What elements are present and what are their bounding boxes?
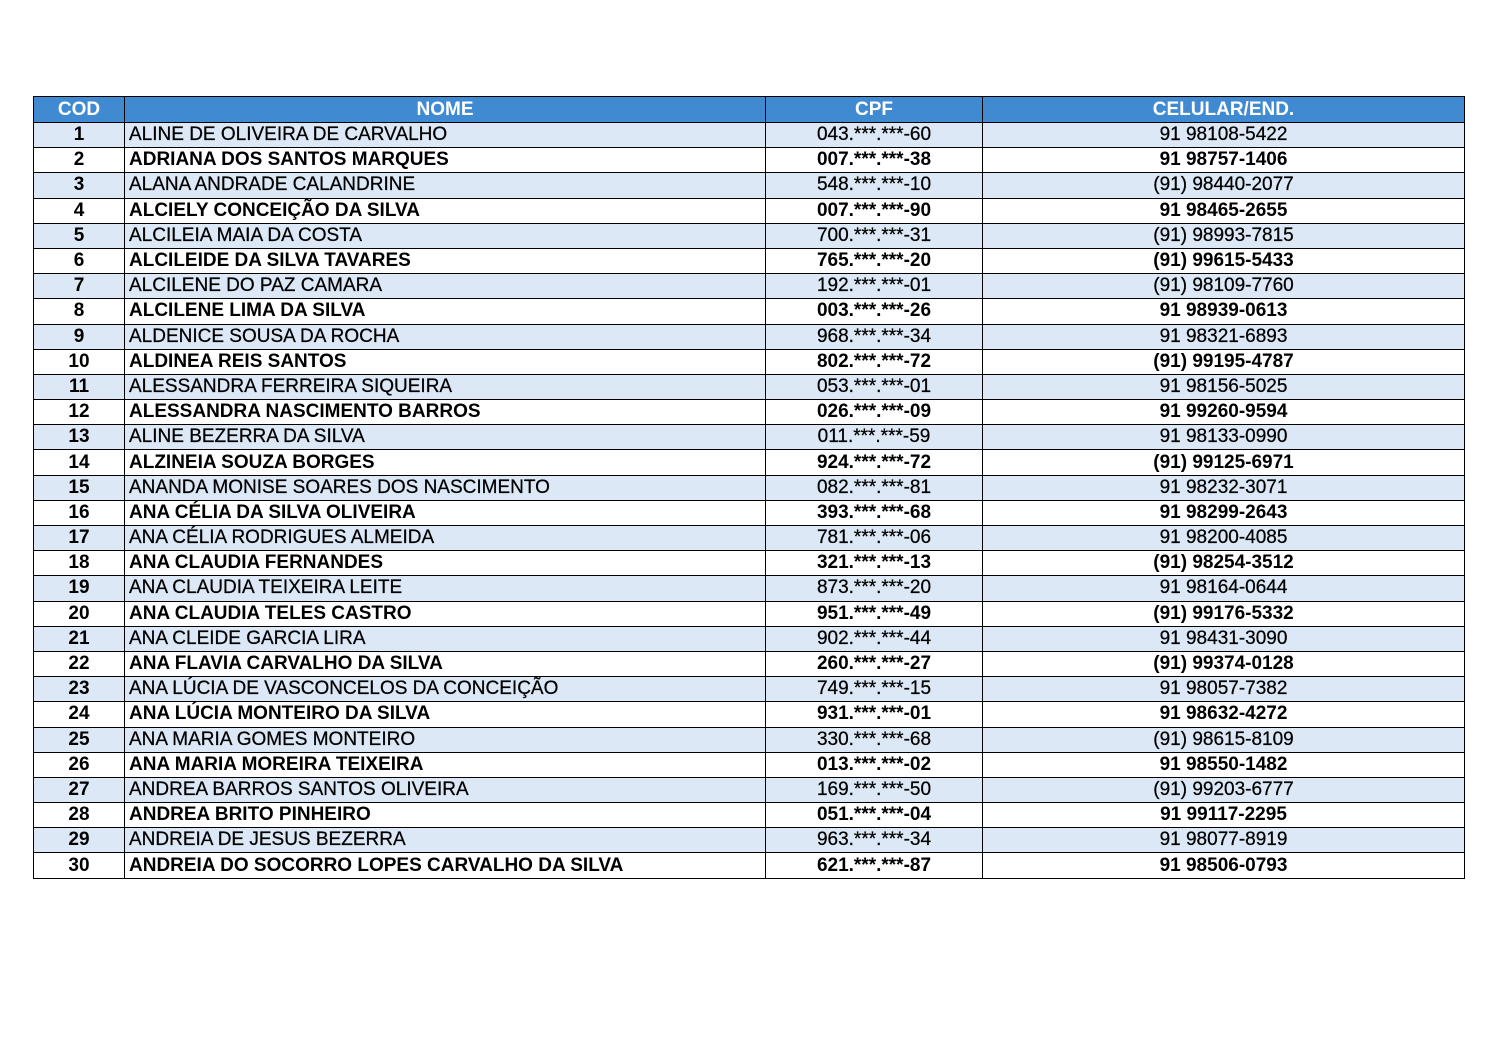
cod-cell: 14 bbox=[34, 450, 125, 475]
table-row bbox=[34, 702, 1465, 727]
header-cod: COD bbox=[34, 97, 125, 123]
celular-cell: 91 99117-2295 bbox=[983, 803, 1465, 828]
nome-cell: ANA MARIA GOMES MONTEIRO bbox=[125, 727, 766, 752]
cod-cell: 12 bbox=[34, 400, 125, 425]
nome-cell: ANDREA BRITO PINHEIRO bbox=[125, 803, 766, 828]
cpf-cell: 011.***.***-59 bbox=[766, 425, 983, 450]
cod-cell: 11 bbox=[34, 374, 125, 399]
celular-cell: 91 98164-0644 bbox=[983, 576, 1465, 601]
table-row bbox=[34, 198, 1465, 223]
celular-cell: 91 98632-4272 bbox=[983, 702, 1465, 727]
table-row bbox=[34, 727, 1465, 752]
nome-cell: ANA LÚCIA MONTEIRO DA SILVA bbox=[125, 702, 766, 727]
nome-cell: ADRIANA DOS SANTOS MARQUES bbox=[125, 148, 766, 173]
table-row bbox=[34, 123, 1465, 148]
cpf-cell: 968.***.***-34 bbox=[766, 324, 983, 349]
cod-cell: 7 bbox=[34, 274, 125, 299]
celular-cell: 91 98200-4085 bbox=[983, 526, 1465, 551]
header-cpf: CPF bbox=[766, 97, 983, 123]
nome-cell: ANA CÉLIA RODRIGUES ALMEIDA bbox=[125, 526, 766, 551]
cpf-cell: 951.***.***-49 bbox=[766, 601, 983, 626]
celular-cell: (91) 98440-2077 bbox=[983, 173, 1465, 198]
cpf-cell: 082.***.***-81 bbox=[766, 475, 983, 500]
cod-cell: 15 bbox=[34, 475, 125, 500]
nome-cell: ANA CLAUDIA TEIXEIRA LEITE bbox=[125, 576, 766, 601]
table-row bbox=[34, 248, 1465, 273]
nome-cell: ALCIELY CONCEIÇÃO DA SILVA bbox=[125, 198, 766, 223]
cod-cell: 21 bbox=[34, 626, 125, 651]
cod-cell: 10 bbox=[34, 349, 125, 374]
table-row bbox=[34, 576, 1465, 601]
cpf-cell: 169.***.***-50 bbox=[766, 777, 983, 802]
nome-cell: ANA MARIA MOREIRA TEIXEIRA bbox=[125, 752, 766, 777]
table-row bbox=[34, 349, 1465, 374]
nome-cell: ALDENICE SOUSA DA ROCHA bbox=[125, 324, 766, 349]
cpf-cell: 765.***.***-20 bbox=[766, 248, 983, 273]
table-row bbox=[34, 752, 1465, 777]
nome-cell: ALINE DE OLIVEIRA DE CARVALHO bbox=[125, 123, 766, 148]
cpf-cell: 963.***.***-34 bbox=[766, 828, 983, 853]
cod-cell: 4 bbox=[34, 198, 125, 223]
table-row bbox=[34, 475, 1465, 500]
cpf-cell: 802.***.***-72 bbox=[766, 349, 983, 374]
celular-cell: 91 98431-3090 bbox=[983, 626, 1465, 651]
table-row bbox=[34, 223, 1465, 248]
header-row bbox=[34, 97, 1465, 123]
cpf-cell: 700.***.***-31 bbox=[766, 223, 983, 248]
nome-cell: ANDREIA DO SOCORRO LOPES CARVALHO DA SILVA bbox=[125, 853, 766, 878]
cod-cell: 19 bbox=[34, 576, 125, 601]
celular-cell: 91 98321-6893 bbox=[983, 324, 1465, 349]
table-row bbox=[34, 677, 1465, 702]
cpf-cell: 260.***.***-27 bbox=[766, 651, 983, 676]
header-nome: NOME bbox=[125, 97, 766, 123]
cpf-cell: 393.***.***-68 bbox=[766, 500, 983, 525]
table-row bbox=[34, 450, 1465, 475]
nome-cell: ANA CLEIDE GARCIA LIRA bbox=[125, 626, 766, 651]
table-row bbox=[34, 626, 1465, 651]
cod-cell: 20 bbox=[34, 601, 125, 626]
cod-cell: 29 bbox=[34, 828, 125, 853]
cod-cell: 6 bbox=[34, 248, 125, 273]
celular-cell: 91 98077-8919 bbox=[983, 828, 1465, 853]
table-row bbox=[34, 374, 1465, 399]
cpf-cell: 321.***.***-13 bbox=[766, 551, 983, 576]
cod-cell: 9 bbox=[34, 324, 125, 349]
cpf-cell: 924.***.***-72 bbox=[766, 450, 983, 475]
cod-cell: 13 bbox=[34, 425, 125, 450]
cod-cell: 18 bbox=[34, 551, 125, 576]
celular-cell: 91 98506-0793 bbox=[983, 853, 1465, 878]
nome-cell: ALCILEIA MAIA DA COSTA bbox=[125, 223, 766, 248]
celular-cell: (91) 99615-5433 bbox=[983, 248, 1465, 273]
cod-cell: 8 bbox=[34, 299, 125, 324]
cpf-cell: 003.***.***-26 bbox=[766, 299, 983, 324]
celular-cell: (91) 99176-5332 bbox=[983, 601, 1465, 626]
celular-cell: 91 98108-5422 bbox=[983, 123, 1465, 148]
nome-cell: ANDREA BARROS SANTOS OLIVEIRA bbox=[125, 777, 766, 802]
table-row bbox=[34, 777, 1465, 802]
table-row bbox=[34, 500, 1465, 525]
cpf-cell: 621.***.***-87 bbox=[766, 853, 983, 878]
cod-cell: 2 bbox=[34, 148, 125, 173]
table-row bbox=[34, 601, 1465, 626]
cpf-cell: 007.***.***-38 bbox=[766, 148, 983, 173]
table-row bbox=[34, 803, 1465, 828]
nome-cell: ANANDA MONISE SOARES DOS NASCIMENTO bbox=[125, 475, 766, 500]
celular-cell: 91 98939-0613 bbox=[983, 299, 1465, 324]
cod-cell: 25 bbox=[34, 727, 125, 752]
celular-cell: 91 98057-7382 bbox=[983, 677, 1465, 702]
table-row bbox=[34, 274, 1465, 299]
cpf-cell: 013.***.***-02 bbox=[766, 752, 983, 777]
cod-cell: 17 bbox=[34, 526, 125, 551]
cpf-cell: 026.***.***-09 bbox=[766, 400, 983, 425]
celular-cell: (91) 99125-6971 bbox=[983, 450, 1465, 475]
nome-cell: ALESSANDRA FERREIRA SIQUEIRA bbox=[125, 374, 766, 399]
table-row bbox=[34, 551, 1465, 576]
nome-cell: ANA CLAUDIA TELES CASTRO bbox=[125, 601, 766, 626]
cpf-cell: 330.***.***-68 bbox=[766, 727, 983, 752]
cod-cell: 3 bbox=[34, 173, 125, 198]
table-row bbox=[34, 400, 1465, 425]
cod-cell: 28 bbox=[34, 803, 125, 828]
celular-cell: (91) 98109-7760 bbox=[983, 274, 1465, 299]
table-row bbox=[34, 324, 1465, 349]
celular-cell: (91) 98254-3512 bbox=[983, 551, 1465, 576]
cpf-cell: 007.***.***-90 bbox=[766, 198, 983, 223]
cod-cell: 30 bbox=[34, 853, 125, 878]
celular-cell: 91 98299-2643 bbox=[983, 500, 1465, 525]
cpf-cell: 548.***.***-10 bbox=[766, 173, 983, 198]
table-row bbox=[34, 526, 1465, 551]
cpf-cell: 043.***.***-60 bbox=[766, 123, 983, 148]
cpf-cell: 192.***.***-01 bbox=[766, 274, 983, 299]
celular-cell: (91) 98993-7815 bbox=[983, 223, 1465, 248]
nome-cell: ALINE BEZERRA DA SILVA bbox=[125, 425, 766, 450]
table-row bbox=[34, 173, 1465, 198]
table-row bbox=[34, 828, 1465, 853]
nome-cell: ALCILENE DO PAZ CAMARA bbox=[125, 274, 766, 299]
cod-cell: 26 bbox=[34, 752, 125, 777]
celular-cell: (91) 99195-4787 bbox=[983, 349, 1465, 374]
nome-cell: ANA CLAUDIA FERNANDES bbox=[125, 551, 766, 576]
header-celular: CELULAR/END. bbox=[983, 97, 1465, 123]
nome-cell: ALCILENE LIMA DA SILVA bbox=[125, 299, 766, 324]
nome-cell: ANA LÚCIA DE VASCONCELOS DA CONCEIÇÃO bbox=[125, 677, 766, 702]
table-row bbox=[34, 853, 1465, 878]
cpf-cell: 051.***.***-04 bbox=[766, 803, 983, 828]
cod-cell: 24 bbox=[34, 702, 125, 727]
table-row bbox=[34, 148, 1465, 173]
cod-cell: 23 bbox=[34, 677, 125, 702]
celular-cell: 91 98465-2655 bbox=[983, 198, 1465, 223]
cpf-cell: 749.***.***-15 bbox=[766, 677, 983, 702]
celular-cell: (91) 98615-8109 bbox=[983, 727, 1465, 752]
cpf-cell: 931.***.***-01 bbox=[766, 702, 983, 727]
cod-cell: 16 bbox=[34, 500, 125, 525]
nome-cell: ALESSANDRA NASCIMENTO BARROS bbox=[125, 400, 766, 425]
cod-cell: 1 bbox=[34, 123, 125, 148]
cpf-cell: 902.***.***-44 bbox=[766, 626, 983, 651]
cod-cell: 27 bbox=[34, 777, 125, 802]
table-row bbox=[34, 299, 1465, 324]
cod-cell: 5 bbox=[34, 223, 125, 248]
cod-cell: 22 bbox=[34, 651, 125, 676]
nome-cell: ALZINEIA SOUZA BORGES bbox=[125, 450, 766, 475]
celular-cell: 91 99260-9594 bbox=[983, 400, 1465, 425]
celular-cell: 91 98133-0990 bbox=[983, 425, 1465, 450]
celular-cell: (91) 99203-6777 bbox=[983, 777, 1465, 802]
celular-cell: 91 98156-5025 bbox=[983, 374, 1465, 399]
celular-cell: 91 98550-1482 bbox=[983, 752, 1465, 777]
table-row bbox=[34, 651, 1465, 676]
nome-cell: ALDINEA REIS SANTOS bbox=[125, 349, 766, 374]
cpf-cell: 053.***.***-01 bbox=[766, 374, 983, 399]
nome-cell: ANA FLAVIA CARVALHO DA SILVA bbox=[125, 651, 766, 676]
cpf-cell: 781.***.***-06 bbox=[766, 526, 983, 551]
nome-cell: ANA CÉLIA DA SILVA OLIVEIRA bbox=[125, 500, 766, 525]
nome-cell: ALCILEIDE DA SILVA TAVARES bbox=[125, 248, 766, 273]
celular-cell: 91 98757-1406 bbox=[983, 148, 1465, 173]
nome-cell: ANDREIA DE JESUS BEZERRA bbox=[125, 828, 766, 853]
registry-table bbox=[33, 96, 1465, 879]
cpf-cell: 873.***.***-20 bbox=[766, 576, 983, 601]
nome-cell: ALANA ANDRADE CALANDRINE bbox=[125, 173, 766, 198]
celular-cell: (91) 99374-0128 bbox=[983, 651, 1465, 676]
table-row bbox=[34, 425, 1465, 450]
celular-cell: 91 98232-3071 bbox=[983, 475, 1465, 500]
